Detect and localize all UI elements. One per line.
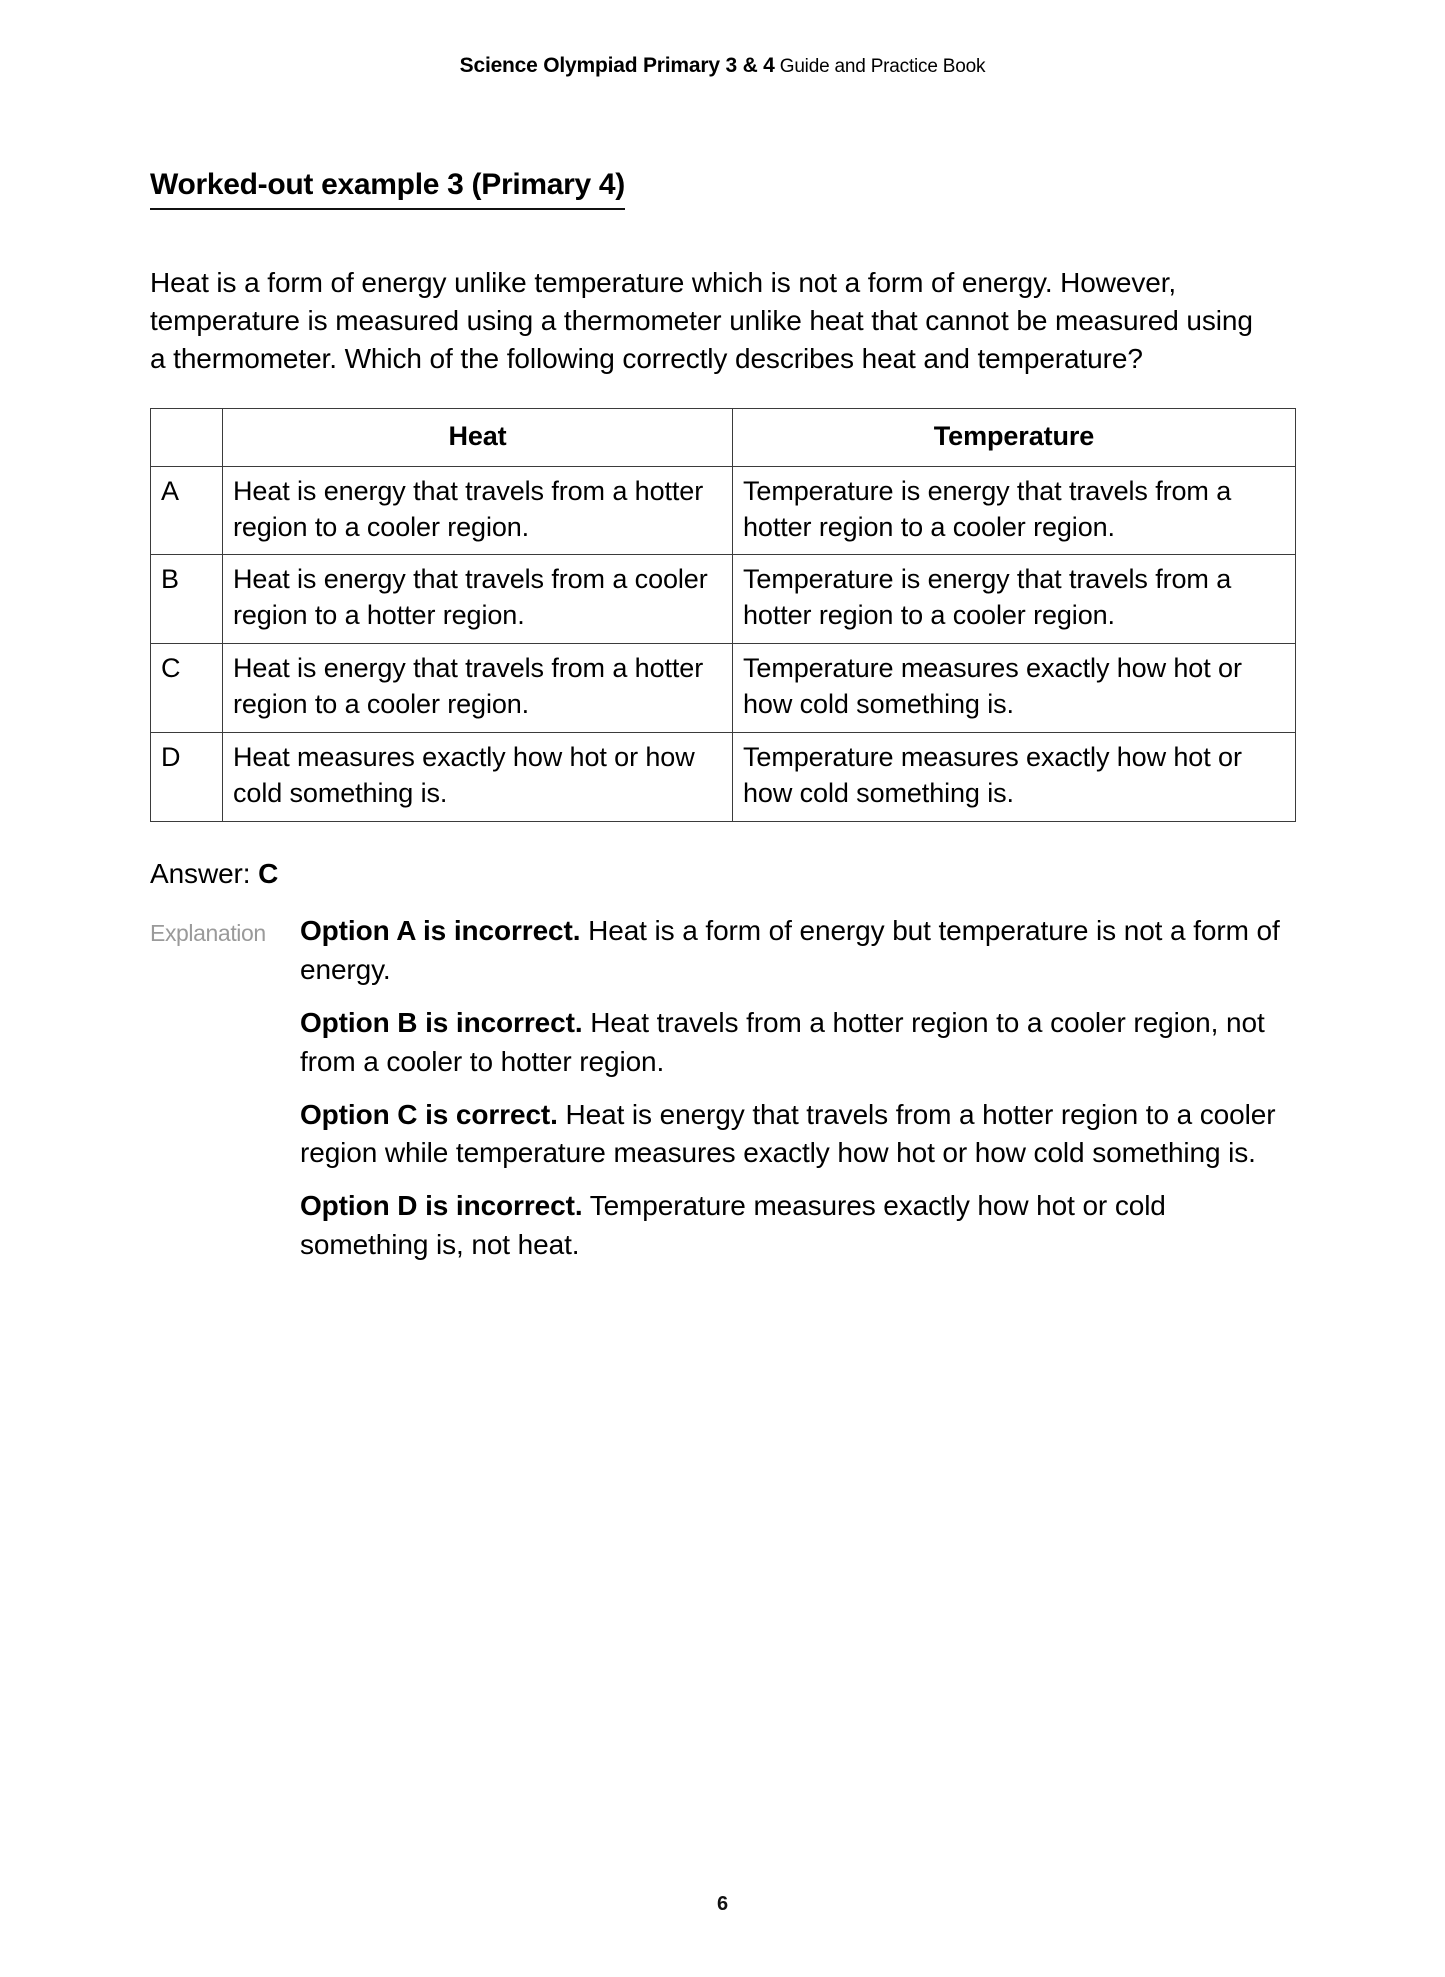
explanation-body xyxy=(300,912,1295,1265)
answer-label: Answer: xyxy=(150,857,251,889)
explanation-item xyxy=(300,912,1295,990)
explanation-item xyxy=(300,1004,1295,1082)
column-header-blank xyxy=(151,408,223,466)
explanation-item-lead: Option A is incorrect. xyxy=(300,914,581,946)
column-header-heat: Heat xyxy=(223,408,733,466)
table-row xyxy=(151,733,1296,822)
explanation-item-text: Heat is energy that travels from a hotter region to a cooler region while temperature measures exactly how hot or how cold something is. xyxy=(300,1098,1276,1169)
explanation-item xyxy=(300,1096,1295,1174)
answer-line xyxy=(150,858,1295,890)
explanation-item-lead: Option B is incorrect. xyxy=(300,1006,583,1038)
option-temperature-cell: Temperature is energy that travels from a hotter region to a cooler region. xyxy=(733,555,1296,644)
section-title-wrapper xyxy=(150,168,1295,236)
explanation-block xyxy=(150,912,1295,1265)
option-letter: A xyxy=(151,466,223,555)
running-header-title-bold: Science Olympiad Primary 3 & 4 xyxy=(459,54,775,77)
explanation-label: Explanation xyxy=(150,919,266,946)
explanation-item-text: Heat is a form of energy but temperature is not a form of energy. xyxy=(300,914,1280,985)
option-heat-cell: Heat is energy that travels from a hotter region to a cooler region. xyxy=(223,466,733,555)
explanation-item-lead: Option D is incorrect. xyxy=(300,1190,583,1222)
page-title: Worked-out example 3 (Primary 4) xyxy=(150,168,625,210)
option-heat-cell: Heat measures exactly how hot or how cold something is. xyxy=(223,733,733,822)
content-column xyxy=(150,168,1295,1265)
page-number: 6 xyxy=(716,1893,729,1915)
table-row xyxy=(151,555,1296,644)
option-letter: C xyxy=(151,644,223,733)
column-header-temperature: Temperature xyxy=(733,408,1296,466)
option-letter: B xyxy=(151,555,223,644)
explanation-item-text: Temperature measures exactly how hot or cold something is, not heat. xyxy=(300,1190,1166,1261)
running-header xyxy=(0,55,1445,76)
options-table xyxy=(150,408,1296,822)
explanation-item-lead: Option C is correct. xyxy=(300,1098,558,1130)
question-stem: Heat is a form of energy unlike temperature which is not a form of energy. However, temperature is measured using a thermometer unlike heat that cannot be measured using a thermometer. Which of the following correctly describes heat and temperature? xyxy=(150,266,1253,374)
table-row xyxy=(151,466,1296,555)
option-heat-cell: Heat is energy that travels from a cooler region to a hotter region. xyxy=(223,555,733,644)
explanation-item-text: Heat travels from a hotter region to a cooler region, not from a cooler to hotter region. xyxy=(300,1006,1265,1077)
option-temperature-cell: Temperature is energy that travels from a hotter region to a cooler region. xyxy=(733,466,1296,555)
option-letter: D xyxy=(151,733,223,822)
answer-value: C xyxy=(258,857,279,889)
option-temperature-cell: Temperature measures exactly how hot or how cold something is. xyxy=(733,733,1296,822)
option-heat-cell: Heat is energy that travels from a hotter region to a cooler region. xyxy=(223,644,733,733)
table-row xyxy=(151,644,1296,733)
table-header-row xyxy=(151,408,1296,466)
running-header-title-light: Guide and Practice Book xyxy=(774,56,986,77)
explanation-item xyxy=(300,1187,1295,1265)
option-temperature-cell: Temperature measures exactly how hot or how cold something is. xyxy=(733,644,1296,733)
